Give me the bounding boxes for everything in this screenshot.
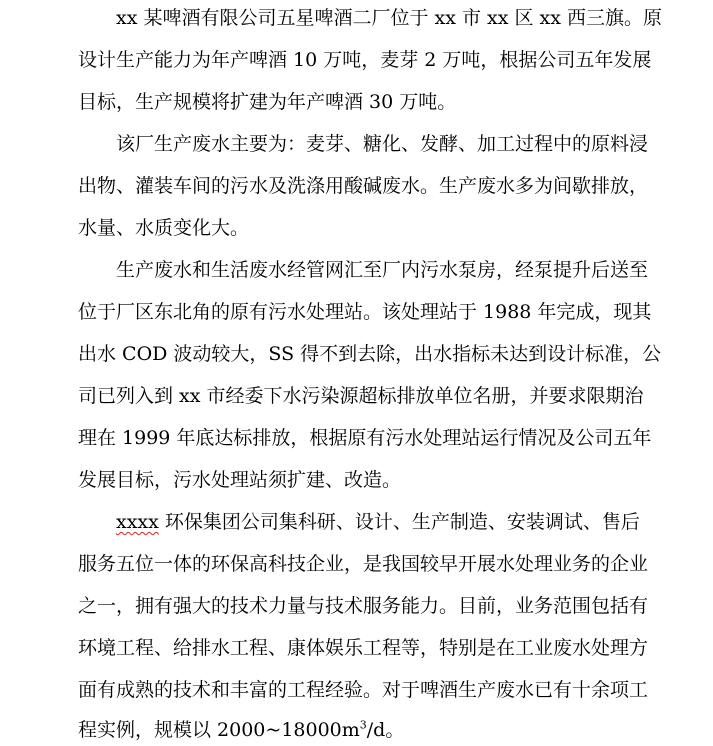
text-run: 程实例，规模以 2000~18000m xyxy=(78,719,360,741)
text-line: 生产废水和生活废水经管网汇至厂内污水泵房，经泵提升后送至 xyxy=(116,259,649,281)
text-line: 环境工程、给排水工程、康体娱乐工程等，特别是在工业废水处理方 xyxy=(78,637,649,659)
text-line xyxy=(78,716,638,744)
text-line: 出物、灌装车间的污水及洗涤用酸碱废水。生产废水多为间歇排放， xyxy=(78,175,649,197)
text-line: 水量、水质变化大。 xyxy=(78,217,250,239)
text-line: 发展目标，污水处理站须扩建、改造。 xyxy=(78,469,402,491)
spellcheck-word: xxxx xyxy=(116,511,159,533)
text-run: 环保集团公司集科研、设计、生产制造、安装调试、售后 xyxy=(158,511,640,533)
text-line: 理在 1999 年底达标排放，根据原有污水处理站运行情况及公司五年 xyxy=(78,427,652,449)
text-line: 服务五位一体的环保高科技企业，是我国较早开展水处理业务的企业 xyxy=(78,553,649,575)
text-line: 目标，生产规模将扩建为年产啤酒 30 万吨。 xyxy=(78,91,457,113)
text-run: /d。 xyxy=(366,719,405,741)
text-line: 面有成熟的技术和丰富的工程经验。对于啤酒生产废水已有十余项工 xyxy=(78,679,649,701)
superscript: 3 xyxy=(359,718,367,732)
text-line: 司已列入到 xx 市经委下水污染源超标排放单位名册，并要求限期治 xyxy=(78,385,644,407)
text-line: 该厂生产废水主要为：麦芽、糖化、发酵、加工过程中的原料浸 xyxy=(116,133,649,155)
text-line: 设计生产能力为年产啤酒 10 万吨，麦芽 2 万吨，根据公司五年发展 xyxy=(78,49,652,71)
text-line: xx 某啤酒有限公司五星啤酒二厂位于 xx 市 xx 区 xx 西三旗。原 xyxy=(116,7,663,29)
text-line: 之一，拥有强大的技术力量与技术服务能力。目前，业务范围包括有 xyxy=(78,595,649,617)
text-line: 位于厂区东北角的原有污水处理站。该处理站于 1988 年完成，现其 xyxy=(78,301,652,323)
text-line: 出水 COD 波动较大，SS 得不到去除，出水指标未达到设计标准，公 xyxy=(78,343,662,365)
text-line xyxy=(78,508,638,536)
